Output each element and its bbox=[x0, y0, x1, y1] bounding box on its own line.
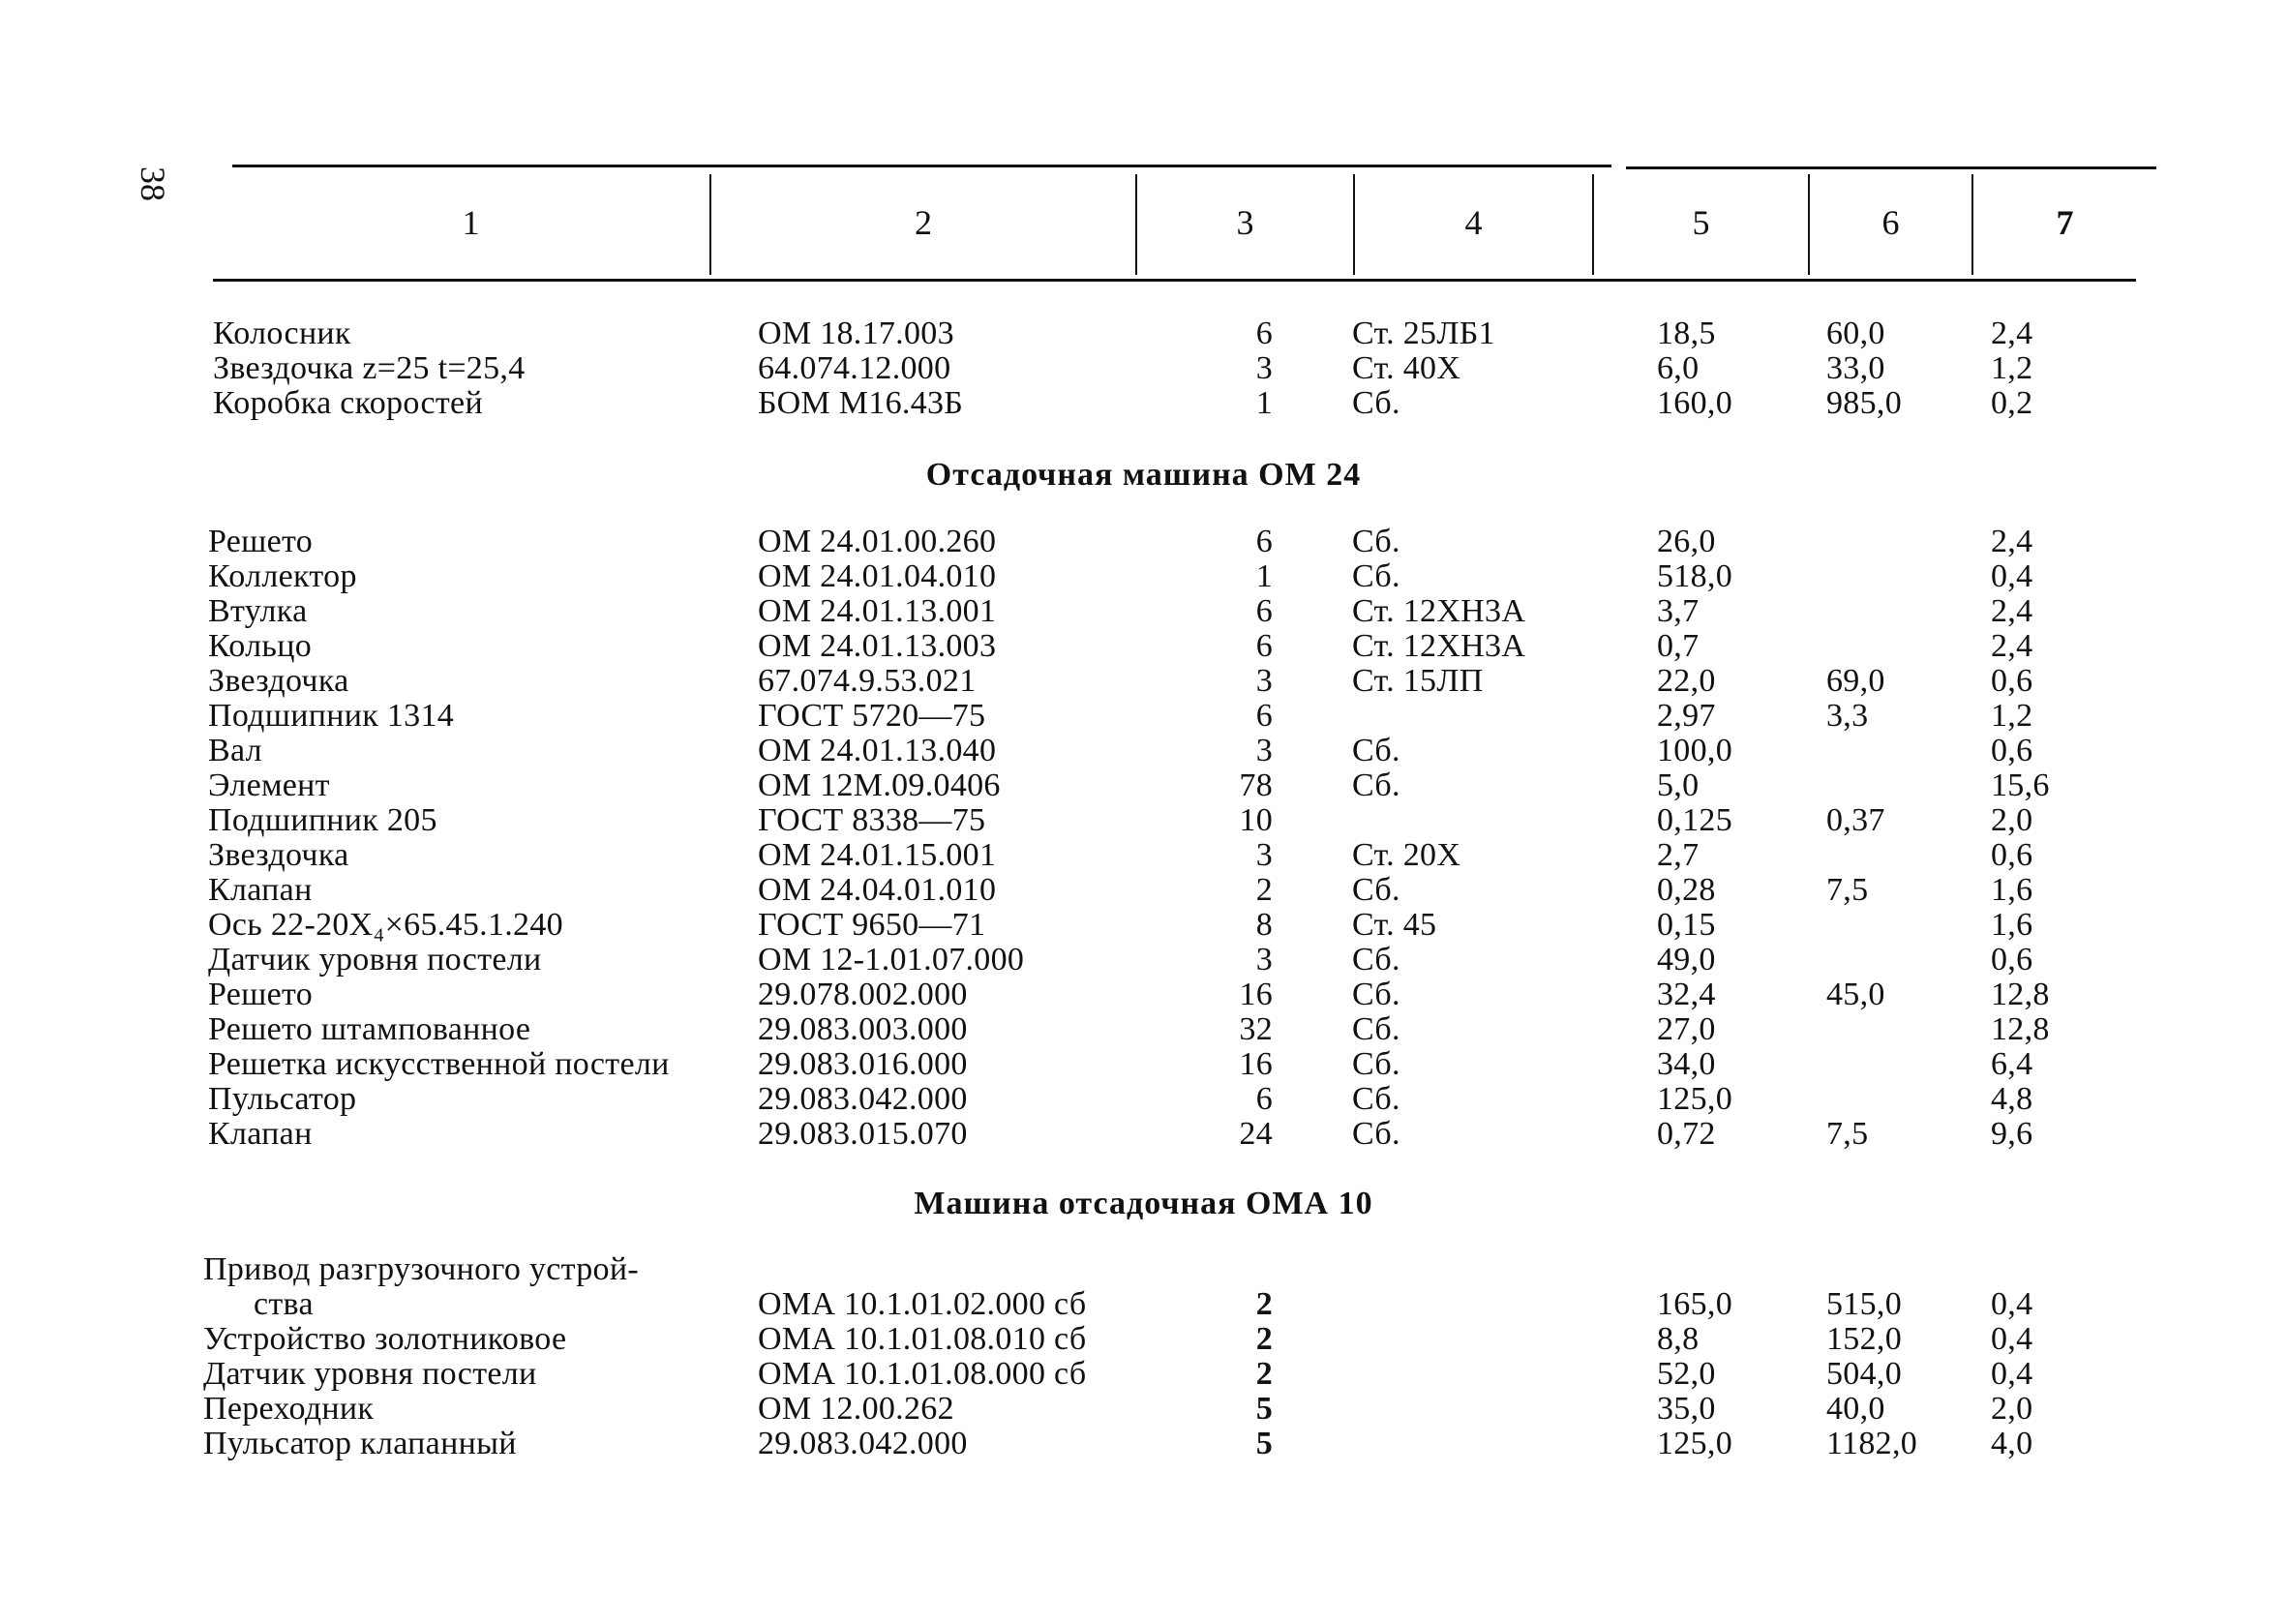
table-row bbox=[0, 525, 2287, 559]
quantity-cell: 1 bbox=[1255, 385, 1273, 421]
quantity-cell: 3 bbox=[1255, 350, 1273, 386]
mass-cell: 49,0 bbox=[1657, 942, 1716, 977]
table-top-rule-right bbox=[1626, 166, 2156, 169]
mass-cell: 100,0 bbox=[1657, 733, 1732, 768]
mass-cell: 34,0 bbox=[1657, 1046, 1716, 1082]
table-header-bottom-rule bbox=[213, 279, 2136, 282]
mass-cell: 32,4 bbox=[1657, 977, 1716, 1012]
row-continuation-line bbox=[0, 1252, 2287, 1287]
mass-cell: 18,5 bbox=[1657, 316, 1716, 351]
value6-cell: 7,5 bbox=[1826, 1116, 1869, 1152]
table-row bbox=[0, 1117, 2287, 1152]
material-cell: Сб. bbox=[1352, 942, 1400, 977]
table-row bbox=[0, 768, 2287, 803]
quantity-cell: 5 bbox=[1255, 1391, 1273, 1427]
name-cell: Подшипник 1314 bbox=[208, 698, 455, 734]
name-cell: Коробка скоростей bbox=[213, 385, 483, 421]
mass-cell: 125,0 bbox=[1657, 1426, 1732, 1461]
name-cell: Пульсатор bbox=[208, 1081, 357, 1117]
material-cell: Сб. bbox=[1352, 767, 1400, 803]
value7-cell: 12,8 bbox=[1991, 1011, 2050, 1047]
value6-cell: 504,0 bbox=[1826, 1356, 1902, 1392]
material-cell: Ст. 15ЛП bbox=[1352, 663, 1484, 699]
value6-cell: 515,0 bbox=[1826, 1286, 1902, 1322]
value7-cell: 12,8 bbox=[1991, 977, 2050, 1012]
column-header-3: 3 bbox=[1236, 203, 1254, 242]
name-cell: Вал bbox=[208, 733, 262, 768]
value7-cell: 0,6 bbox=[1991, 733, 2033, 768]
quantity-cell: 32 bbox=[1239, 1011, 1273, 1047]
value7-cell: 15,6 bbox=[1991, 767, 2050, 803]
value7-cell: 4,8 bbox=[1991, 1081, 2033, 1117]
mass-cell: 2,97 bbox=[1657, 698, 1716, 734]
quantity-cell: 6 bbox=[1255, 593, 1273, 629]
value7-cell: 2,4 bbox=[1991, 524, 2033, 559]
material-cell: Ст. 40Х bbox=[1352, 350, 1461, 386]
material-cell: Ст. 20Х bbox=[1352, 837, 1461, 873]
value6-cell: 33,0 bbox=[1826, 350, 1885, 386]
designation-cell: ОМ 12М.09.0406 bbox=[758, 767, 1001, 803]
quantity-cell: 2 bbox=[1255, 1321, 1273, 1357]
quantity-cell: 2 bbox=[1255, 1286, 1273, 1322]
mass-cell: 5,0 bbox=[1657, 767, 1700, 803]
material-cell: Сб. bbox=[1352, 1011, 1400, 1047]
value7-cell: 1,6 bbox=[1991, 907, 2033, 943]
quantity-cell: 3 bbox=[1255, 733, 1273, 768]
value6-cell: 3,3 bbox=[1826, 698, 1869, 734]
designation-cell: 29.083.042.000 bbox=[758, 1426, 968, 1461]
quantity-cell: 6 bbox=[1255, 524, 1273, 559]
table-top-rule bbox=[232, 165, 1611, 167]
designation-cell: ГОСТ 8338—75 bbox=[758, 802, 986, 838]
value6-cell: 7,5 bbox=[1826, 872, 1869, 908]
quantity-cell: 8 bbox=[1255, 907, 1273, 943]
table-row bbox=[0, 699, 2287, 734]
designation-cell: 29.083.003.000 bbox=[758, 1011, 968, 1047]
table-row bbox=[0, 559, 2287, 594]
table-row bbox=[0, 838, 2287, 873]
material-cell: Сб. bbox=[1352, 872, 1400, 908]
quantity-cell: 16 bbox=[1239, 1046, 1273, 1082]
mass-cell: 0,28 bbox=[1657, 872, 1716, 908]
value7-cell: 1,6 bbox=[1991, 872, 2033, 908]
table-row bbox=[0, 734, 2287, 768]
mass-cell: 6,0 bbox=[1657, 350, 1700, 386]
designation-cell: 64.074.12.000 bbox=[758, 350, 951, 386]
section-title-oma10: Машина отсадочная ОМА 10 bbox=[914, 1186, 1373, 1221]
name-cell: Датчик уровня постели bbox=[203, 1356, 537, 1392]
quantity-cell: 5 bbox=[1255, 1426, 1273, 1461]
column-header-1: 1 bbox=[462, 203, 480, 242]
name-cell: Решето штампованное bbox=[208, 1011, 531, 1047]
material-cell: Сб. bbox=[1352, 977, 1400, 1012]
column-header-2: 2 bbox=[915, 203, 932, 242]
designation-cell: БОМ М16.43Б bbox=[758, 385, 964, 421]
designation-cell: 29.083.042.000 bbox=[758, 1081, 968, 1117]
material-cell: Сб. bbox=[1352, 558, 1400, 594]
name-cell: Звездочка z=25 t=25,4 bbox=[213, 350, 526, 386]
mass-cell: 0,125 bbox=[1657, 802, 1732, 838]
designation-cell: ОМА 10.1.01.08.000 сб bbox=[758, 1356, 1087, 1392]
name-cell: ства bbox=[254, 1286, 314, 1322]
quantity-cell: 78 bbox=[1239, 767, 1273, 803]
designation-cell: ОМ 24.01.13.001 bbox=[758, 593, 997, 629]
value7-cell: 1,2 bbox=[1991, 350, 2033, 386]
mass-cell: 26,0 bbox=[1657, 524, 1716, 559]
value7-cell: 0,4 bbox=[1991, 558, 2033, 594]
mass-cell: 0,15 bbox=[1657, 907, 1716, 943]
designation-cell: 29.083.016.000 bbox=[758, 1046, 968, 1082]
mass-cell: 0,7 bbox=[1657, 628, 1700, 664]
designation-cell: ОМ 24.04.01.010 bbox=[758, 872, 997, 908]
quantity-cell: 3 bbox=[1255, 837, 1273, 873]
mass-cell: 165,0 bbox=[1657, 1286, 1732, 1322]
value7-cell: 2,0 bbox=[1991, 1391, 2033, 1427]
mass-cell: 3,7 bbox=[1657, 593, 1700, 629]
name-cell: Подшипник 205 bbox=[208, 802, 437, 838]
table-row bbox=[0, 1082, 2287, 1117]
material-cell: Сб. bbox=[1352, 524, 1400, 559]
material-cell: Ст. 12ХН3А bbox=[1352, 628, 1526, 664]
name-cell: Решетка искусственной постели bbox=[208, 1046, 670, 1082]
material-cell: Сб. bbox=[1352, 385, 1400, 421]
material-cell: Сб. bbox=[1352, 1081, 1400, 1117]
table-row bbox=[0, 351, 2287, 386]
material-cell: Сб. bbox=[1352, 733, 1400, 768]
value6-cell: 60,0 bbox=[1826, 316, 1885, 351]
mass-cell: 2,7 bbox=[1657, 837, 1700, 873]
value7-cell: 0,6 bbox=[1991, 837, 2033, 873]
name-cell: Кольцо bbox=[208, 628, 313, 664]
value7-cell: 9,6 bbox=[1991, 1116, 2033, 1152]
designation-cell: ОМ 24.01.13.040 bbox=[758, 733, 997, 768]
mass-cell: 125,0 bbox=[1657, 1081, 1732, 1117]
name-cell: Втулка bbox=[208, 593, 308, 629]
designation-cell: ОМ 12-1.01.07.000 bbox=[758, 942, 1025, 977]
designation-cell: ОМА 10.1.01.08.010 сб bbox=[758, 1321, 1087, 1357]
mass-cell: 0,72 bbox=[1657, 1116, 1716, 1152]
name-cell: Звездочка bbox=[208, 663, 349, 699]
table-row bbox=[0, 316, 2287, 351]
column-header-4: 4 bbox=[1464, 203, 1483, 242]
name-cell: Колосник bbox=[213, 316, 351, 351]
column-header-7: 7 bbox=[2056, 203, 2074, 242]
designation-cell: ОМА 10.1.01.02.000 сб bbox=[758, 1286, 1087, 1322]
quantity-cell: 6 bbox=[1255, 316, 1273, 351]
value7-cell: 2,4 bbox=[1991, 628, 2033, 664]
table-row bbox=[0, 943, 2287, 977]
value6-cell: 40,0 bbox=[1826, 1391, 1885, 1427]
table-row bbox=[0, 1392, 2287, 1427]
designation-cell: ОМ 18.17.003 bbox=[758, 316, 954, 351]
quantity-cell: 2 bbox=[1255, 872, 1273, 908]
quantity-cell: 6 bbox=[1255, 628, 1273, 664]
value7-cell: 6,4 bbox=[1991, 1046, 2033, 1082]
value7-cell: 0,2 bbox=[1991, 385, 2033, 421]
column-header-6: 6 bbox=[1881, 203, 1900, 242]
table-row bbox=[0, 1047, 2287, 1082]
designation-cell: 29.083.015.070 bbox=[758, 1116, 968, 1152]
value7-cell: 2,4 bbox=[1991, 593, 2033, 629]
name-cell: Переходник bbox=[203, 1391, 375, 1427]
value6-cell: 152,0 bbox=[1826, 1321, 1902, 1357]
material-cell: Ст. 25ЛБ1 bbox=[1352, 316, 1495, 351]
quantity-cell: 6 bbox=[1255, 1081, 1273, 1117]
name-cell: Ось 22-20Х₄×65.45.1.240 bbox=[208, 907, 563, 943]
section-title-om24: Отсадочная машина ОМ 24 bbox=[925, 457, 1362, 493]
value6-cell: 985,0 bbox=[1826, 385, 1902, 421]
name-cell: Клапан bbox=[208, 1116, 313, 1152]
name-cell: Решето bbox=[208, 977, 314, 1012]
material-cell: Сб. bbox=[1352, 1116, 1400, 1152]
value7-cell: 4,0 bbox=[1991, 1426, 2033, 1461]
value7-cell: 2,0 bbox=[1991, 802, 2033, 838]
name-cell: Звездочка bbox=[208, 837, 349, 873]
value7-cell: 0,4 bbox=[1991, 1286, 2033, 1322]
table-row bbox=[0, 664, 2287, 699]
designation-cell: ГОСТ 9650—71 bbox=[758, 907, 986, 943]
mass-cell: 518,0 bbox=[1657, 558, 1732, 594]
value6-cell: 0,37 bbox=[1826, 802, 1885, 838]
table-row bbox=[0, 1427, 2287, 1461]
page-number: 38 bbox=[134, 166, 172, 201]
material-cell: Ст. 12ХН3А bbox=[1352, 593, 1526, 629]
table-row bbox=[0, 1287, 2287, 1322]
mass-cell: 27,0 bbox=[1657, 1011, 1716, 1047]
quantity-cell: 10 bbox=[1239, 802, 1273, 838]
table-row bbox=[0, 594, 2287, 629]
mass-cell: 160,0 bbox=[1657, 385, 1732, 421]
column-header-5: 5 bbox=[1692, 203, 1710, 242]
name-cell: Коллектор bbox=[208, 558, 357, 594]
quantity-cell: 24 bbox=[1239, 1116, 1273, 1152]
table-row bbox=[0, 977, 2287, 1012]
designation-cell: ОМ 24.01.13.003 bbox=[758, 628, 997, 664]
value7-cell: 0,4 bbox=[1991, 1321, 2033, 1357]
mass-cell: 35,0 bbox=[1657, 1391, 1716, 1427]
name-cell: Решето bbox=[208, 524, 314, 559]
designation-cell: ОМ 24.01.00.260 bbox=[758, 524, 997, 559]
mass-cell: 22,0 bbox=[1657, 663, 1716, 699]
value7-cell: 0,6 bbox=[1991, 663, 2033, 699]
mass-cell: 52,0 bbox=[1657, 1356, 1716, 1392]
value7-cell: 0,6 bbox=[1991, 942, 2033, 977]
value7-cell: 0,4 bbox=[1991, 1356, 2033, 1392]
designation-cell: 29.078.002.000 bbox=[758, 977, 968, 1012]
name-cell: Пульсатор клапанный bbox=[203, 1426, 517, 1461]
table-row bbox=[0, 803, 2287, 838]
quantity-cell: 6 bbox=[1255, 698, 1273, 734]
quantity-cell: 3 bbox=[1255, 942, 1273, 977]
table-row bbox=[0, 629, 2287, 664]
designation-cell: ОМ 24.01.04.010 bbox=[758, 558, 997, 594]
value6-cell: 69,0 bbox=[1826, 663, 1885, 699]
designation-cell: ОМ 24.01.15.001 bbox=[758, 837, 997, 873]
table-row bbox=[0, 873, 2287, 908]
designation-cell: ГОСТ 5720—75 bbox=[758, 698, 986, 734]
table-row bbox=[0, 386, 2287, 421]
table-row bbox=[0, 1322, 2287, 1357]
quantity-cell: 2 bbox=[1255, 1356, 1273, 1392]
quantity-cell: 3 bbox=[1255, 663, 1273, 699]
material-cell: Сб. bbox=[1352, 1046, 1400, 1082]
value7-cell: 1,2 bbox=[1991, 698, 2033, 734]
quantity-cell: 16 bbox=[1239, 977, 1273, 1012]
designation-cell: ОМ 12.00.262 bbox=[758, 1391, 954, 1427]
mass-cell: 8,8 bbox=[1657, 1321, 1700, 1357]
name-cell: Датчик уровня постели bbox=[208, 942, 542, 977]
name-cell: Привод разгрузочного устрой- bbox=[203, 1251, 639, 1287]
table-row bbox=[0, 1012, 2287, 1047]
quantity-cell: 1 bbox=[1255, 558, 1273, 594]
value6-cell: 45,0 bbox=[1826, 977, 1885, 1012]
material-cell: Ст. 45 bbox=[1352, 907, 1437, 943]
value7-cell: 2,4 bbox=[1991, 316, 2033, 351]
table-row bbox=[0, 908, 2287, 943]
designation-cell: 67.074.9.53.021 bbox=[758, 663, 977, 699]
name-cell: Устройство золотниковое bbox=[203, 1321, 567, 1357]
name-cell: Клапан bbox=[208, 872, 313, 908]
value6-cell: 1182,0 bbox=[1826, 1426, 1918, 1461]
name-cell: Элемент bbox=[208, 767, 330, 803]
table-row bbox=[0, 1357, 2287, 1392]
